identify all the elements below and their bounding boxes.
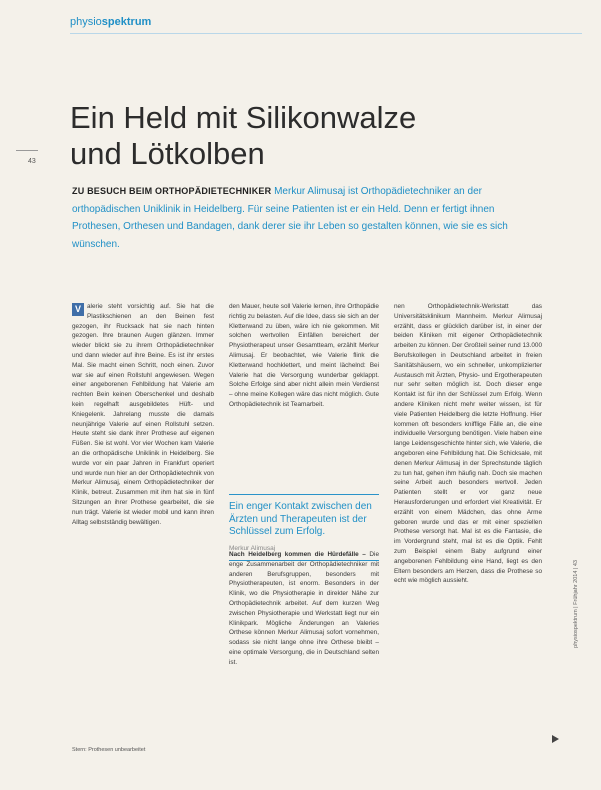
intro-kicker: ZU BESUCH BEIM ORTHOPÄDIETECHNIKER: [72, 186, 272, 196]
margin-tick: [16, 150, 38, 151]
drop-cap: V: [72, 303, 84, 316]
section-header-light: physio: [70, 16, 102, 28]
title-line-1: Ein Held mit Silikonwalze: [70, 100, 417, 135]
column-1-text: alerie steht vorsichtig auf. Sie hat die Plastikschienen an den Beinen fest gezogen, ihr Rucksack hat sie nach hinten gezogen. Ihre braunen Augen glänzen. Immer wieder blickt sie zu ihrem Orthopädietechniker und dann wieder auf ihre Beine. Es ist ihr erstes Mal. Sie macht einen Schritt, noch einen. Zuvor war sie auf einen Rollstuhl angewiesen. Wegen einer angeborenen Fehlbildung hat Valerie am rechten Bein keinen Oberschenkel und deshalb kein regelhaft ausgebildetes Hüft- und Kniegelenk. Jahrelang musste die damals neunjährige Valerie auf einen Rollstuhl setzen. Heute steht sie dank ihrer Prothese auf eigenen Füßen. Sie ist wohl. Vor vier Wochen kam Valerie an die orthopädische Uniklinik in Heidelberg. Sie wurde vor ein paar Jahren in Frankfurt operiert und wurde nun hier an der Orthopädietechnik von Merkur Alimusaj, einem Orthopädietechniker der Klinik, betreut. Zusammen mit ihm hat sie in fünf Sitzungen an ihrer Prothese gearbeitet, die sie nun trägt. Valerie ist wieder mobil und kann ihren Alltag selbstständig bewältigen.: [72, 303, 214, 526]
intro-text: Merkur Alimusaj ist Orthopädietechniker an der orthopädischen Uniklinik in Heidelberg. Für seine Patienten ist er ein Held. Denn er fertigt ihnen Prothesen, Orthesen und Bandagen, dank derer sie ihr Leben so gestalten können, wie sie es sich wünschen.: [72, 186, 508, 250]
body-column-1: [72, 302, 214, 527]
column-3-text: nen Orthopädietechnik-Werkstatt das Universitätsklinikum Mannheim. Merkur Alimusaj erzählt, dass er glücklich darüber ist, in einer der beiden Kliniken mit eigener Orthopädietechnik arbeiten zu können. Der Großteil seiner rund 13.000 Berufskollegen in Deutschland arbeitet in freien Sanitätshäusern, wo ein schneller, unkomplizierter Austausch mit Ärzten, Physio- und Ergotherapeuten nur sehr selten möglich ist. Doch dieser enge Kontakt ist für ihn der Schlüssel zum Erfolg. Wenn andere Kliniken nicht mehr weiter wissen, ist für viele Patienten Heidelberg die letzte Hoffnung. Hier kommen oft besonders knifflige Fälle an, die eine individuelle Versorgung benötigen. Viele haben eine lange Leidensgeschichte hinter sich, wie Valerie, die angeboren eine Fehlbildung hat. Die Schicksale, mit denen Merkur Alimusaj in der Sprechstunde täglich zu tun hat, gehen ihm häufig nah. Doch sie machen seine Arbeit auch besonders wertvoll. Jeden Patienten stellt er vor ganz neue Herausforderungen und erfordert viel Kreativität. Er erzählt von einem Mädchen, das ohne Arme geboren wurde und das er mit einer speziellen Prothese versorgt hat. Mal ist es die Fantasie, die im Vordergrund steht, mal ist es die Optik. Fehlt zum Beispiel einem Baby aufgrund einer angeborenen Fehlbildung eine Hand, liegt es den Eltern besonders am Herzen, dass die Prothese so echt wie möglich aussieht.: [394, 303, 542, 585]
article-title: [70, 100, 550, 172]
pull-quote-credit: Merkur Alimusaj: [229, 544, 276, 552]
header-rule: [70, 33, 582, 34]
column-2-text: den Mauer, heute soll Valerie lernen, ihre Orthopädie richtig zu belasten. Auf die Idee, dass sie sich an der Kletterwand zu üben, wäre ich nie gekommen. Mit solchen wertvollen Einfällen bereichert der Physiotherapeut unser Gesamtteam, erzählt Merkur Alimusaj. Er beobachtet, wie Valerie flink die Kletterwand hochklettert, und meint lächelnd: Bei Valerie hat die Versorgung wunderbar geklappt. Solche Erfolge sind aber nicht allein mein Verdienst – ohne meine Kollegen wäre das nicht möglich. Gute Orthopädietechnik ist Teamarbeit.: [229, 303, 379, 408]
section-header-strong: spektrum: [101, 16, 152, 28]
article-intro: [72, 183, 522, 253]
page-number: 43: [28, 158, 36, 165]
column-2b-text: Die enge Zusammenarbeit der Orthopädietechniker mit anderen Berufsgruppen, besonders mit Physiotherapeuten, ist enorm. Besonders in der Klinik, wo die Physiotherapie in direkter Nähe zur Orthopädietechnik arbeitet. Auf dem kurzen Weg zwischen Physiotherapie und Werkstatt liegt nur ein Klinikpark. Mögliche Änderungen an Valeries Orthese können Merkur Alimusaj sofort vornehmen, sodass sie nicht lange ohne ihre Orthese bleibt – eine optimale Versorgung, die in Deutschland selten ist.: [229, 551, 379, 666]
body-column-2: [229, 302, 379, 410]
body-column-3: [394, 302, 542, 586]
body-column-2-continued: [229, 550, 379, 668]
pull-quote-rule-top: [229, 494, 379, 495]
continue-arrow-icon: [552, 735, 559, 743]
pull-quote-text: Ein enger Kontakt zwischen den Ärzten und Therapeuten ist der Schlüssel zum Erfolg.: [229, 501, 372, 537]
photo-credit: Stern: Prothesen unbearbeitet: [72, 747, 146, 753]
side-folio: physiospektrum | Frühjahr 2014 | 43: [573, 560, 579, 648]
title-line-2: und Lötkolben: [70, 136, 265, 171]
section-header: [70, 16, 151, 28]
subhead: Nach Heidelberg kommen die Hürdefälle –: [229, 551, 366, 558]
